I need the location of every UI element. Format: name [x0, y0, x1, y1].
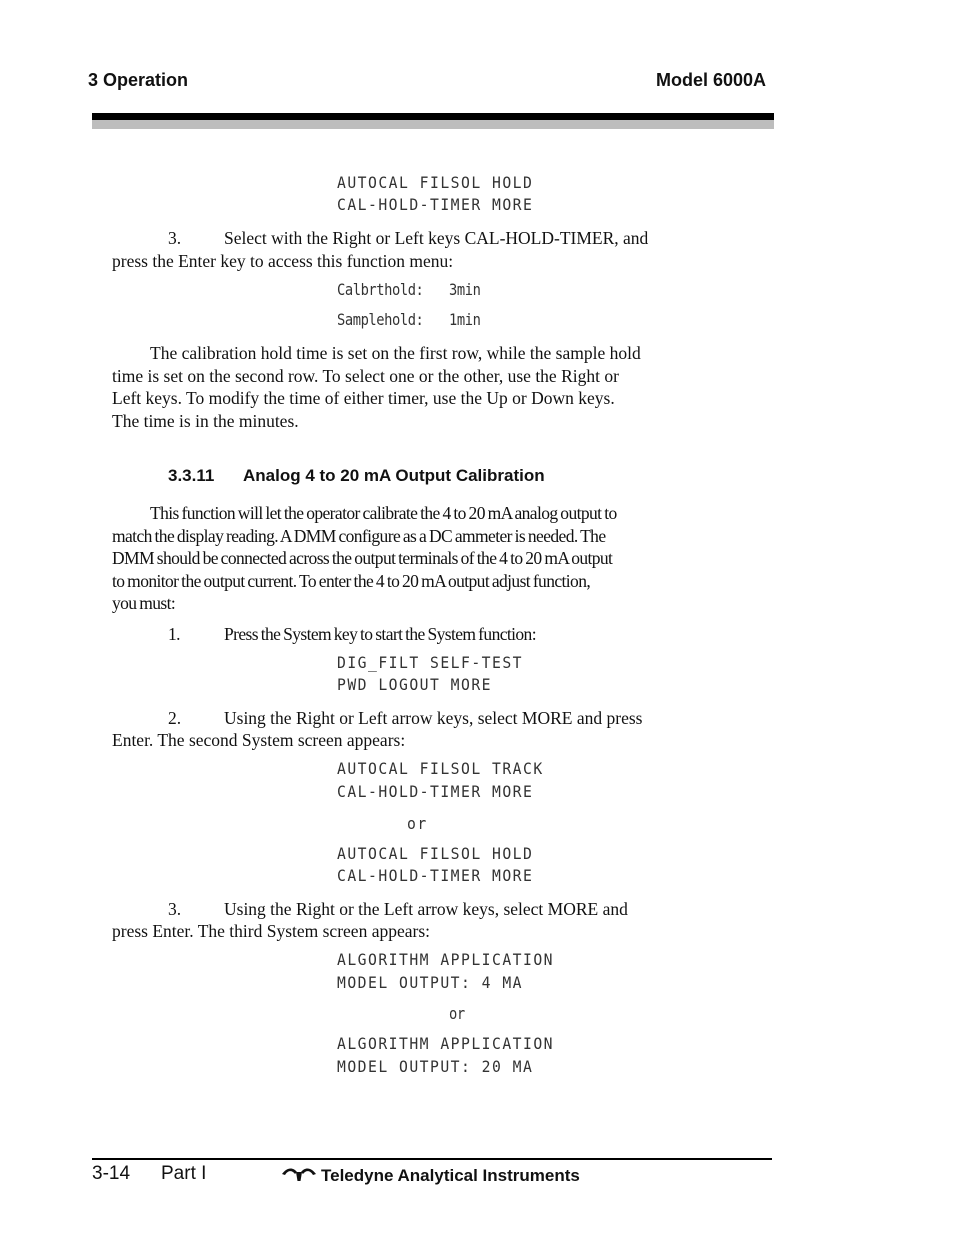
- lcd-screen-line: MODEL OUTPUT: 20 MA: [337, 1057, 534, 1076]
- chapter-title: 3 Operation: [88, 70, 189, 90]
- lcd-screen-line: CAL-HOLD-TIMER MORE: [337, 195, 534, 214]
- step-text: Press the System key to start the System function:: [224, 624, 536, 644]
- lcd-screen-line: AUTOCAL FILSOL TRACK: [337, 759, 544, 778]
- page-number: 3-14: [92, 1163, 131, 1184]
- step-2-line-2: Enter. The second System screen appears:: [112, 730, 406, 750]
- paragraph-line: DMM should be connected across the output terminals of the 4 to 20 mA output: [112, 548, 613, 568]
- lcd-timer-label: Calbrthold:: [337, 280, 424, 299]
- lcd-screen-line: AUTOCAL FILSOL HOLD: [337, 173, 534, 192]
- lcd-screen-line: CAL-HOLD-TIMER MORE: [337, 866, 534, 885]
- step-number: 3.: [168, 899, 182, 919]
- step-number: 1.: [168, 624, 180, 644]
- lcd-screen-line: PWD LOGOUT MORE: [337, 675, 493, 694]
- paragraph-line: Left keys. To modify the time of either timer, use the Up or Down keys.: [112, 388, 615, 408]
- paragraph-line: to monitor the output current. To enter the 4 to 20 mA output adjust function,: [112, 571, 591, 591]
- footer-rule: [92, 1158, 772, 1160]
- paragraph-line: you must:: [112, 593, 176, 613]
- paragraph-line: The calibration hold time is set on the first row, while the sample hold: [150, 343, 641, 363]
- lcd-screen-line: DIG_FILT SELF-TEST: [337, 653, 524, 672]
- section-number: 3.3.11: [168, 466, 215, 485]
- paragraph-line: The time is in the minutes.: [112, 411, 299, 431]
- step-number: 3.: [168, 228, 182, 248]
- or-separator: or: [449, 1004, 465, 1023]
- step-1: [168, 623, 536, 646]
- lcd-screen-line: MODEL OUTPUT: 4 MA: [337, 973, 524, 992]
- model-name: Model 6000A: [656, 70, 767, 90]
- lcd-screen-line: ALGORITHM APPLICATION: [337, 950, 555, 969]
- teledyne-logo-icon: [281, 1166, 317, 1182]
- step-text: Using the Right or Left arrow keys, select MORE and press: [224, 708, 643, 728]
- step-3-line-2: press the Enter key to access this function menu:: [112, 251, 454, 271]
- step-3b-line-2: press Enter. The third System screen appears:: [112, 921, 430, 941]
- paragraph-line: time is set on the second row. To select one or the other, use the Right or: [112, 366, 619, 386]
- step-3-line-1: [168, 227, 648, 250]
- step-text: Using the Right or the Left arrow keys, select MORE and: [224, 899, 628, 919]
- step-number: 2.: [168, 708, 182, 728]
- paragraph-line: match the display reading. A DMM configure as a DC ammeter is needed. The: [112, 526, 606, 546]
- step-text: Select with the Right or Left keys CAL-HOLD-TIMER, and: [224, 228, 649, 248]
- paragraph-line: This function will let the operator calibrate the 4 to 20 mA analog output to: [150, 503, 617, 523]
- lcd-timer-label: Samplehold:: [337, 310, 424, 329]
- step-2-line-1: [168, 707, 642, 730]
- section-title: Analog 4 to 20 mA Output Calibration: [243, 466, 545, 485]
- lcd-screen-line: ALGORITHM APPLICATION: [337, 1034, 555, 1053]
- or-separator: or: [407, 814, 428, 833]
- header-rule: [92, 113, 774, 120]
- step-3b-line-1: [168, 898, 628, 921]
- brand-name: Teledyne Analytical Instruments: [321, 1166, 580, 1185]
- part-label: Part I: [161, 1163, 207, 1184]
- lcd-screen-line: AUTOCAL FILSOL HOLD: [337, 844, 534, 863]
- header-rule-shadow: [92, 120, 774, 129]
- lcd-screen-line: CAL-HOLD-TIMER MORE: [337, 782, 534, 801]
- lcd-timer-value: 3min: [449, 280, 481, 299]
- lcd-timer-value: 1min: [449, 310, 481, 329]
